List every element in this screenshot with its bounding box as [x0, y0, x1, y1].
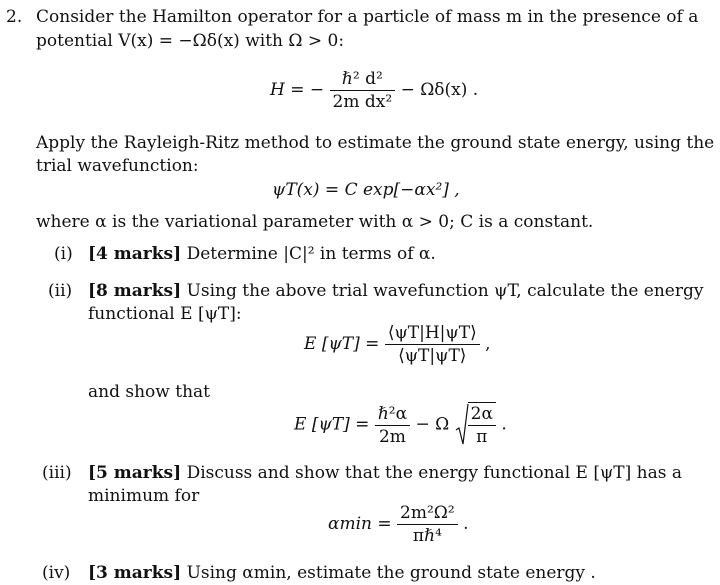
- part-iv: [88, 562, 596, 584]
- apply-line-1: Apply the Rayleigh-Ritz method to estimate the ground state energy, using the: [36, 133, 715, 153]
- part-ii-text-1: Using the above trial wavefunction ψT, calculate the energy: [186, 281, 704, 301]
- functional-num: ⟨ψT|H|ψT⟩: [387, 323, 477, 343]
- result-lhs: E [ψT] =: [294, 414, 370, 435]
- hamiltonian-fraction: [330, 68, 396, 113]
- part-ii-marks: [8 marks]: [88, 281, 182, 301]
- sqrt-fraction: [468, 402, 496, 448]
- where-line: where α is the variational parameter with α > 0; C is a constant.: [36, 212, 594, 232]
- part-ii-line-2: functional E [ψT]:: [88, 304, 242, 324]
- alpha-tail: .: [463, 514, 469, 534]
- part-ii-line-1: [88, 280, 703, 302]
- result-equation: [294, 402, 507, 448]
- result-den: 2m: [375, 425, 410, 448]
- problem-number: 2.: [6, 7, 23, 27]
- hamiltonian-den: 2m dx²: [330, 90, 396, 113]
- alpha-den: πℏ⁴: [397, 524, 458, 547]
- part-iii-line-1: [88, 462, 682, 484]
- part-i-label: (i): [54, 244, 73, 264]
- result-tail: .: [501, 414, 507, 435]
- functional-lhs: E [ψT] =: [304, 334, 380, 354]
- hamiltonian-lhs: H = −: [270, 80, 325, 100]
- intro-line-1: Consider the Hamilton operator for a particle of mass m in the presence of a: [36, 7, 699, 27]
- alpha-lhs: αmin =: [328, 514, 392, 534]
- part-iv-label: (iv): [42, 563, 71, 583]
- hamiltonian-num: ℏ² d²: [341, 69, 383, 89]
- part-i-text: Determine |C|² in terms of α.: [186, 244, 436, 264]
- sqrt-den: π: [468, 425, 496, 448]
- sqrt-symbol: [455, 402, 496, 448]
- alpha-fraction: [397, 502, 458, 547]
- intro-line-2: potential V(x) = −Ωδ(x) with Ω > 0:: [36, 31, 345, 51]
- part-iii-marks: [5 marks]: [88, 463, 182, 483]
- trial-equation: ψT(x) = C exp[−αx²] ,: [272, 180, 460, 200]
- part-iv-text: Using αmin, estimate the ground state energy .: [186, 563, 596, 583]
- part-iii-text-1: Discuss and show that the energy functional E [ψT] has a: [186, 463, 683, 483]
- alpha-num: 2m²Ω²: [400, 503, 455, 523]
- functional-fraction: [385, 322, 480, 367]
- hamiltonian-rhs: − Ωδ(x) .: [400, 80, 479, 100]
- result-mid: − Ω: [415, 414, 450, 435]
- radical-icon: [455, 402, 469, 448]
- part-i-marks: [4 marks]: [88, 244, 182, 264]
- functional-tail: ,: [485, 334, 491, 354]
- part-ii-label: (ii): [48, 281, 73, 301]
- result-fraction: [375, 403, 410, 448]
- and-show-line: and show that: [88, 382, 210, 402]
- functional-den: ⟨ψT|ψT⟩: [385, 344, 480, 367]
- part-iv-marks: [3 marks]: [88, 563, 182, 583]
- sqrt-num: 2α: [470, 404, 493, 424]
- part-iii-label: (iii): [42, 463, 72, 483]
- functional-equation: [304, 322, 491, 367]
- apply-line-2: trial wavefunction:: [36, 156, 199, 176]
- alpha-min-equation: [328, 502, 469, 547]
- part-i: [88, 243, 436, 265]
- result-num: ℏ²α: [377, 403, 408, 424]
- hamiltonian-equation: [270, 68, 478, 113]
- part-iii-line-2: minimum for: [88, 486, 200, 506]
